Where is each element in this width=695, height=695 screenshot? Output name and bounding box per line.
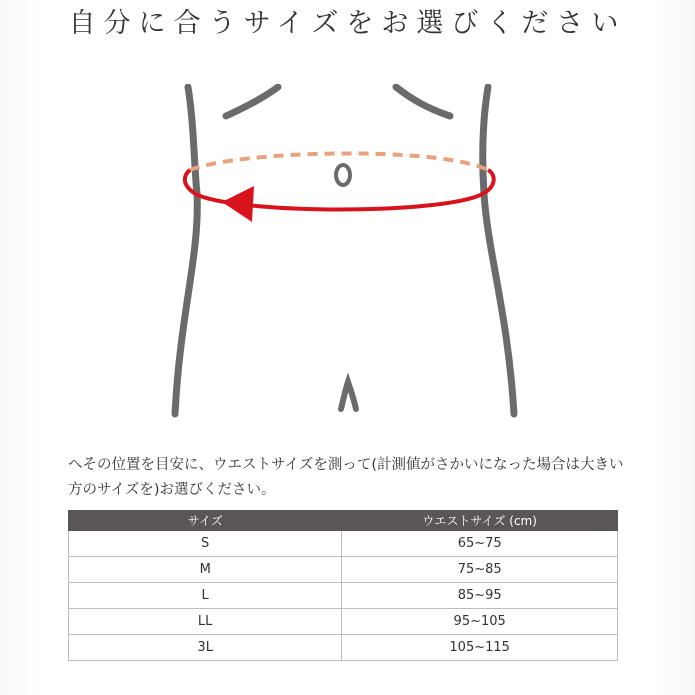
size-cell: LL xyxy=(69,609,342,635)
table-row xyxy=(69,635,618,661)
size-cell: 3L xyxy=(69,635,342,661)
size-table xyxy=(68,510,618,661)
measuring-direction-arrow-icon xyxy=(222,186,254,222)
table-row xyxy=(69,531,618,557)
table-row xyxy=(69,609,618,635)
page-title: 自分に合うサイズをお選びください xyxy=(68,8,627,39)
right-rib-line xyxy=(396,87,450,116)
size-cell: S xyxy=(69,531,342,557)
table-header-row xyxy=(69,511,618,531)
table-row xyxy=(69,583,618,609)
table-row xyxy=(69,557,618,583)
size-cell: M xyxy=(69,557,342,583)
waist-cell: 95~105 xyxy=(342,609,618,635)
waist-cell: 75~85 xyxy=(342,557,618,583)
left-rib-line xyxy=(226,87,278,116)
torso-right-outline xyxy=(483,87,514,414)
column-header-size: サイズ xyxy=(69,511,342,531)
waist-cell: 85~95 xyxy=(342,583,618,609)
size-cell: L xyxy=(69,583,342,609)
column-header-waist: ウエストサイズ (cm) xyxy=(342,511,618,531)
torso-left-outline xyxy=(175,87,197,414)
waist-measurement-illustration xyxy=(160,84,540,419)
crotch-line xyxy=(341,382,356,409)
measurement-instruction: へその位置を目安に、ウエストサイズを測って(計測値がさかいになった場合は大きい方のサイズを)お選びください。 xyxy=(68,457,624,498)
navel-icon xyxy=(336,165,350,185)
waist-cell: 65~75 xyxy=(342,531,618,557)
waist-cell: 105~115 xyxy=(342,635,618,661)
